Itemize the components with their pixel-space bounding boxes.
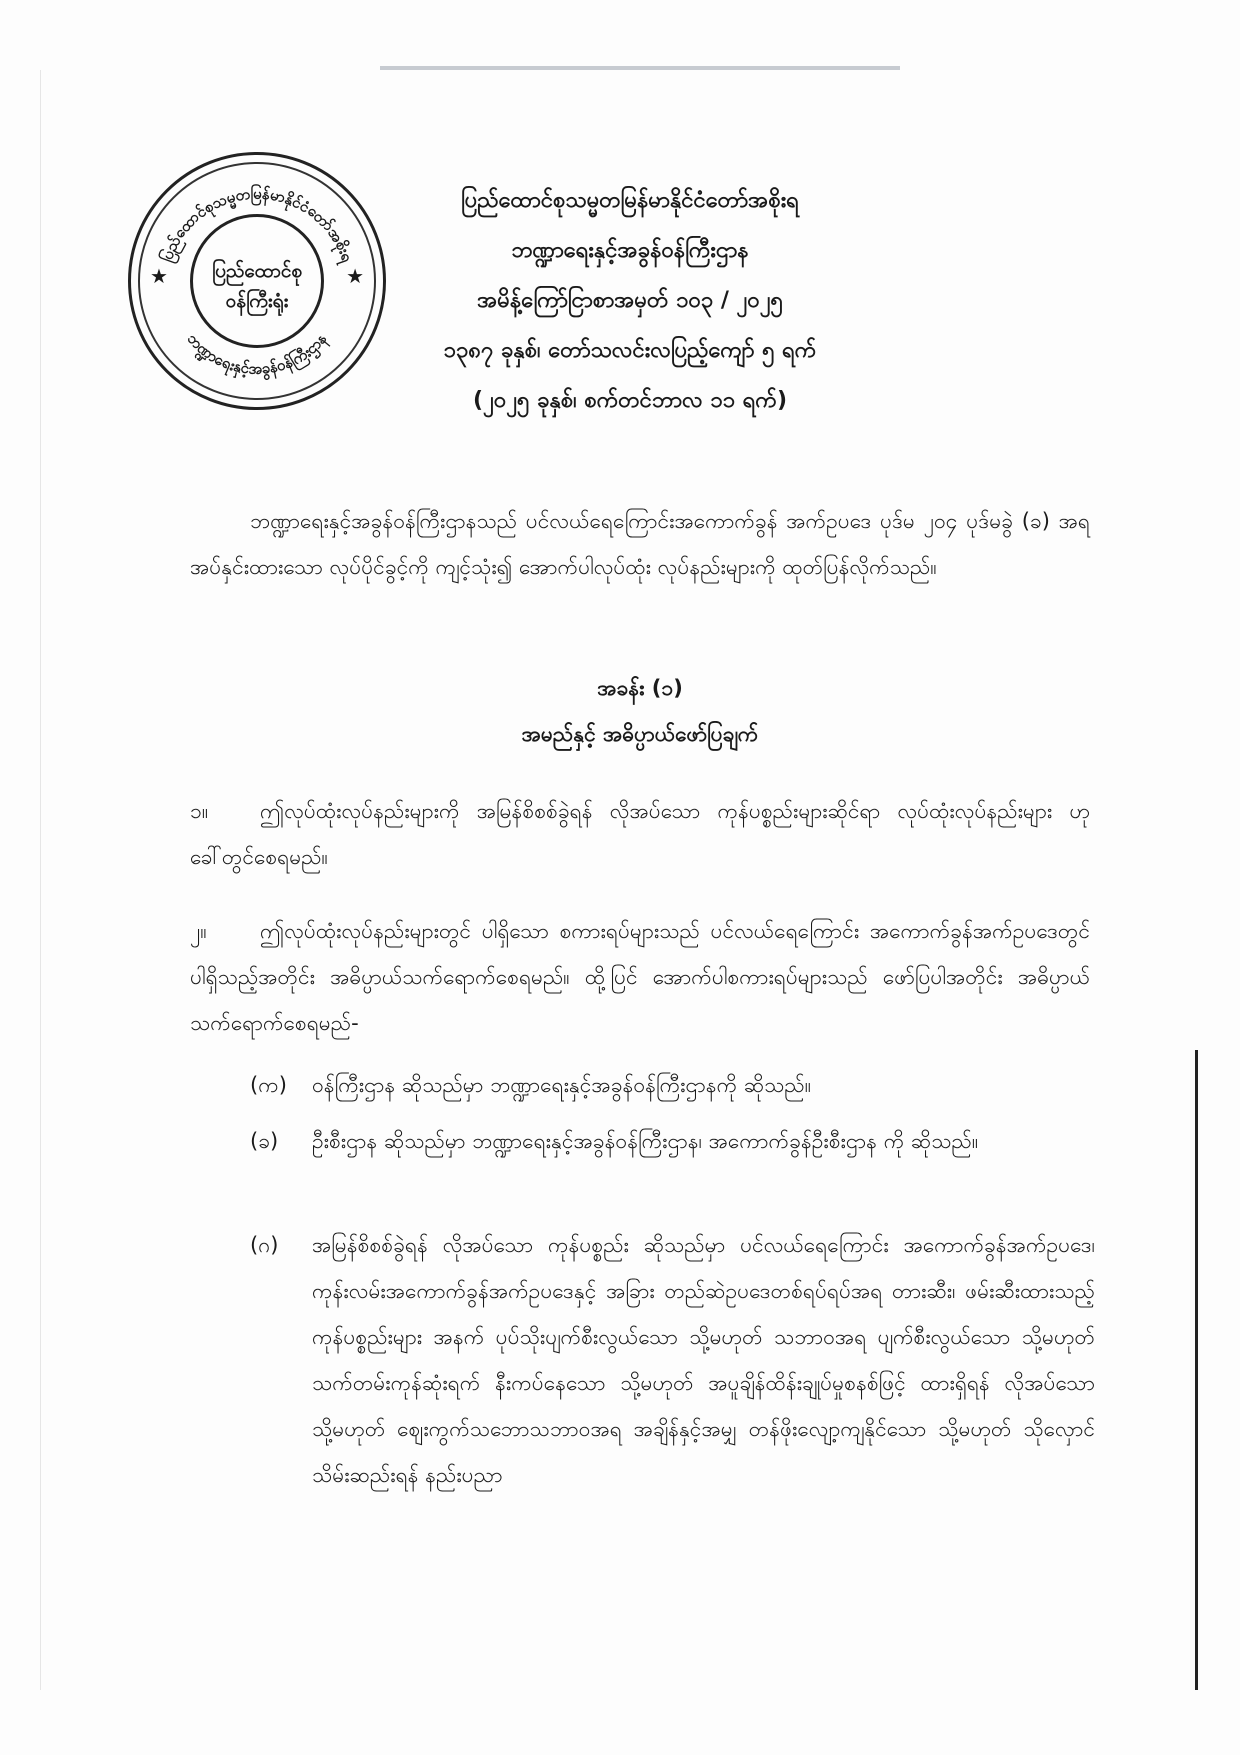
document-header bbox=[400, 176, 860, 426]
paragraph-number: ၂။ bbox=[190, 919, 207, 943]
notification-number: အမိန့်ကြော်ငြာစာအမှတ် ၁၀၃ / ၂၀၂၅ bbox=[477, 288, 783, 313]
definition-item bbox=[250, 1062, 1095, 1108]
item-marker: (ဂ) bbox=[250, 1233, 279, 1257]
gregorian-date: (၂၀၂၅ ခုနှစ်၊ စက်တင်ဘာလ ၁၁ ရက်) bbox=[473, 388, 787, 413]
intro-text: ဘဏ္ဍာရေးနှင့်အခွန်ဝန်ကြီးဌာနသည် ပင်လယ်ရေကြောင်းအကောက်ခွန် အက်ဥပဒေ ပုဒ်မ ၂၀၄ ပုဒ်မခွဲ (ခ) အရ အပ်နှင်းထားသော လုပ်ပိုင်ခွင့်ကို ကျင့်သုံး၍ အောက်ပါလုပ်ထုံး လုပ်နည်းများကို ထုတ်ပြန်လိုက်သည်။ bbox=[190, 509, 1090, 579]
paragraph-text: ဤလုပ်ထုံးလုပ်နည်းများကို အမြန်စိစစ်ခွဲရန် လိုအပ်သော ကုန်ပစ္စည်းများဆိုင်ရာ လုပ်ထုံးလုပ်နည်းများ ဟု ခေါ်တွင်စေရမည်။ bbox=[190, 799, 1090, 869]
scan-edge-left bbox=[40, 70, 41, 1690]
seal-bottom-text: ဘဏ္ဍာရေးနှင့်အခွန်ဝန်ကြီးဌာန bbox=[183, 329, 331, 378]
paragraph-text: ဤလုပ်ထုံးလုပ်နည်းများတွင် ပါရှိသော စကားရပ်များသည် ပင်လယ်ရေကြောင်း အကောက်ခွန်အက်ဥပဒေတွင် ပါရှိသည့်အတိုင်း အဓိပ္ပာယ်သက်ရောက်စေရမည်။ ထို့ပြင် အောက်ပါစကားရပ်များသည် ဖော်ပြပါအတိုင်း အဓိပ္ပာယ်သက်ရောက်စေရမည်- bbox=[190, 919, 1090, 1035]
scan-edge-right bbox=[1195, 1050, 1198, 1690]
chapter-number: အခန်း (၁) bbox=[597, 676, 683, 700]
myanmar-date: ၁၃၈၇ ခုနှစ်၊ တော်သလင်းလပြည့်ကျော် ၅ ရက် bbox=[443, 338, 817, 363]
government-name: ပြည်ထောင်စုသမ္မတမြန်မာနိုင်ငံတော်အစိုးရ bbox=[461, 188, 799, 213]
definition-item bbox=[250, 1118, 1095, 1164]
ministry-name: ဘဏ္ဍာရေးနှင့်အခွန်ဝန်ကြီးဌာန bbox=[511, 238, 749, 263]
seal-center-line: ဝန်ကြီးရုံး bbox=[225, 290, 289, 312]
item-text: ဝန်ကြီးဌာန ဆိုသည်မှာ ဘဏ္ဍာရေးနှင့်အခွန်ဝန်ကြီးဌာနကို ဆိုသည်။ bbox=[312, 1073, 812, 1097]
item-marker: (ခ) bbox=[250, 1129, 279, 1153]
paragraph-number: ၁။ bbox=[190, 799, 209, 823]
seal-top-text: ပြည်ထောင်စုသမ္မတမြန်မာနိုင်ငံတော်အစိုးရ bbox=[157, 184, 357, 265]
chapter-title: အမည်နှင့် အဓိပ္ပာယ်ဖော်ပြချက် bbox=[521, 722, 759, 746]
official-seal bbox=[128, 152, 386, 410]
item-text: အမြန်စိစစ်ခွဲရန် လိုအပ်သော ကုန်ပစ္စည်း ဆိုသည်မှာ ပင်လယ်ရေကြောင်း အကောက်ခွန်အက်ဥပဒေ၊ ကုန်းလမ်းအကောက်ခွန်အက်ဥပဒေနှင့် အခြား တည်ဆဲဥပဒေတစ်ရပ်ရပ်အရ တားဆီး၊ ဖမ်းဆီးထားသည့် ကုန်ပစ္စည်းများ အနက် ပုပ်သိုးပျက်စီးလွယ်သော သို့မဟုတ် သဘာဝအရ ပျက်စီးလွယ်သော သို့မဟုတ် သက်တမ်းကုန်ဆုံးရက် နီးကပ်နေသော သို့မဟုတ် အပူချိန်ထိန်းချုပ်မှုစနစ်ဖြင့် ထားရှိရန် လိုအပ်သော သို့မဟုတ် ဈေးကွက်သဘောသဘာဝအရ အချိန်နှင့်အမျှ တန်ဖိုးလျော့ကျနိုင်သော သို့မဟုတ် သိုလှောင်သိမ်းဆည်းရန် နည်းပညာ bbox=[312, 1233, 1095, 1487]
paragraph bbox=[190, 788, 1090, 880]
intro-paragraph bbox=[190, 498, 1090, 590]
seal-center-line: ပြည်ထောင်စု bbox=[211, 260, 303, 282]
star-icon: ★ bbox=[346, 264, 364, 288]
star-icon: ★ bbox=[150, 264, 168, 288]
svg-text:ပြည်ထောင်စုသမ္မတမြန်မာနိုင်ငံတ bbox=[156, 183, 357, 267]
item-marker: (က) bbox=[250, 1073, 287, 1097]
definition-item bbox=[250, 1222, 1095, 1498]
paragraph bbox=[190, 908, 1090, 1046]
scan-edge-top bbox=[380, 66, 900, 70]
item-text: ဦးစီးဌာန ဆိုသည်မှာ ဘဏ္ဍာရေးနှင့်အခွန်ဝန်ကြီးဌာန၊ အကောက်ခွန်ဦးစီးဌာန ကို ဆိုသည်။ bbox=[312, 1129, 979, 1153]
seal-center bbox=[128, 256, 386, 316]
svg-text:ဘဏ္ဍာရေးနှင့်အခွန်ဝန်ကြီးဌာန bbox=[184, 330, 334, 382]
